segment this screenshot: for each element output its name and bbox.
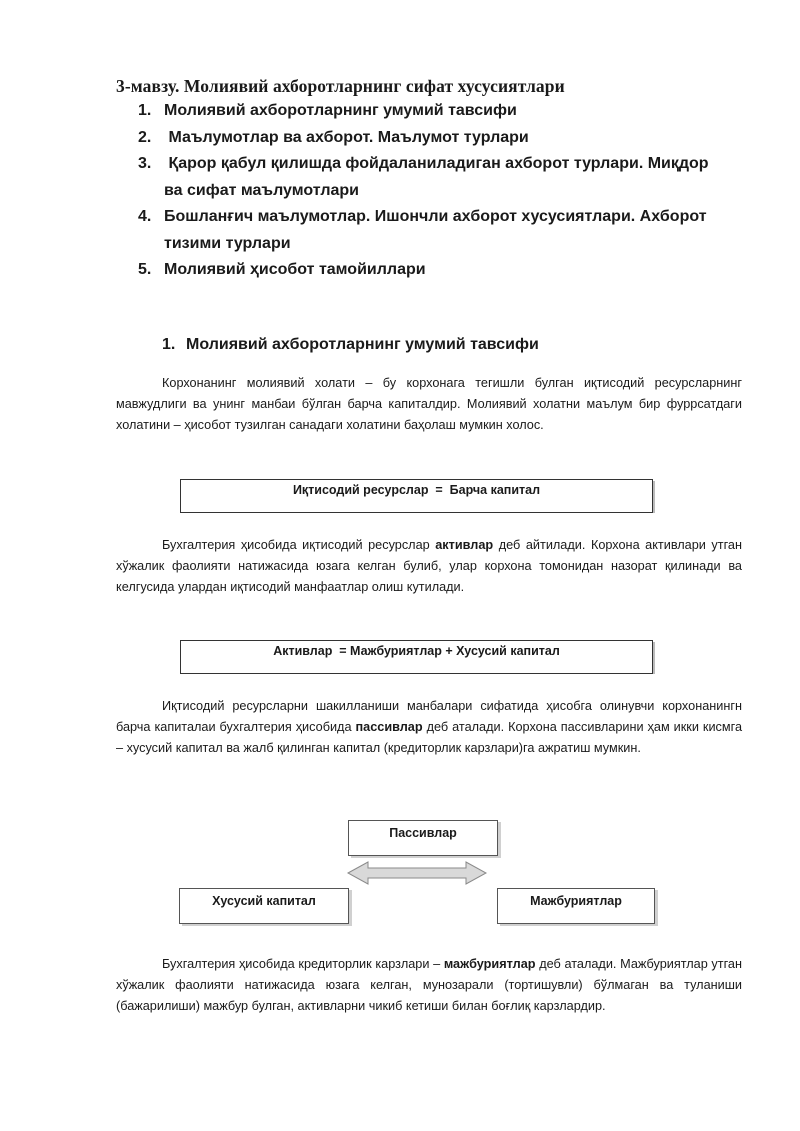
outline-item-text: Молиявий ҳисобот тамойиллари [164, 261, 426, 278]
diagram-box-liabilities-total [348, 820, 498, 856]
outline-item-number: 3. [138, 155, 152, 172]
double-arrow-icon [346, 860, 488, 886]
outline-item-number: 2. [138, 128, 152, 146]
diagram-label: Хусусий капитал [212, 894, 316, 908]
paragraph-text: Иқтисодий ресурсларни шакилланиши манбалари сифатида ҳисобга олинувчи корхонанингн барча капиталаи бухгалтерия ҳисобида [116, 699, 742, 735]
section-number: 1. [162, 336, 176, 353]
paragraph-text: Бухгалтерия ҳисобида иқтисодий ресурслар [162, 538, 436, 552]
outline-item [138, 98, 738, 125]
diagram-label: Мажбуриятлар [530, 894, 622, 908]
double-arrow-shape [348, 862, 486, 884]
diagram-box-obligations [497, 888, 655, 924]
outline-item [138, 204, 738, 257]
section-heading [162, 336, 539, 354]
outline-item-text-cont: ва сифат маълумотлари [164, 181, 360, 199]
paragraph-obligations [116, 954, 742, 1018]
paragraph-liabilities-equity [116, 696, 742, 760]
paragraph-text: деб аталади. Корхона пассивларини ҳам икки кисмга – хусусий капитал ва жалб қилинган капитал (кредиторлик карзлари)га ажратиш мумкин. [116, 720, 742, 756]
outline-item-text: Бошланғич маълумотлар. Ишончли ахборот хусусиятлари. Ахборот [164, 208, 707, 225]
term-assets: активлар [435, 538, 494, 552]
outline-item-number: 4. [138, 208, 152, 225]
term-liabilities: пассивлар [355, 720, 423, 735]
outline-item-text: Қарор қабул қилишда фойдаланиладиган ахборот турлари. Миқдор [164, 155, 709, 172]
paragraph-text: деб аталади. Мажбуриятлар утган хўжалик фаолияти натижасида юзага келган, мунозарали (тортишувли) бўлмаган ва туланиши (бажарилиши) мажбур булган, активларни чикиб кетиши билан боғлиқ карзлардир. [116, 957, 742, 1014]
paragraph-assets [116, 535, 742, 599]
outline-item [138, 151, 738, 204]
outline-item-text: Молиявий ахборотларнинг умумий тавсифи [164, 102, 517, 119]
diagram-label: Пассивлар [389, 826, 457, 840]
paragraph-text: Бухгалтерия ҳисобида кредиторлик карзлари – [162, 957, 444, 971]
outline-item-number: 5. [138, 261, 152, 278]
paragraph-financial-state: Корхонанинг молиявий холати – бу корхонага тегишли булган иқтисодий ресурсларнинг мавжудлиги ва унинг манбаи бўлган барча капиталдир. Молиявий холатни маълум бир фуррсатдаги холатини – ҳисобот тузилган санадаги холатини баҳолаш мумкин холос. [116, 376, 742, 433]
formula-text: Активлар = Мажбуриятлар + Хусусий капитал [273, 644, 560, 658]
diagram-box-equity [179, 888, 349, 924]
box-shadow [653, 481, 655, 513]
outline-item [138, 125, 738, 152]
formula-box-balance [180, 640, 653, 674]
outline-item-number: 1. [138, 102, 152, 119]
box-shadow [653, 642, 655, 674]
paragraph-text: деб айтилади. Корхона активлари утган хўжалик фаолияти натижасида юзага келган булиб, улар корхона томонидан назорат қилинади ва келгусида улардан иқтисодий манфаатлар олиш кутилади. [116, 538, 742, 595]
outline-item [138, 257, 738, 284]
topic-outline [138, 98, 738, 284]
topic-title: 3-мавзу. Молиявий ахборотларнинг сифат хусусиятлари [116, 76, 565, 96]
formula-text: Иқтисодий ресурслар = Барча капитал [292, 483, 541, 497]
outline-item-text: Маълумотлар ва ахборот. Маълумот турлари [164, 128, 529, 146]
formula-box-resources [180, 479, 653, 513]
section-title: Молиявий ахборотларнинг умумий тавсифи [186, 336, 539, 353]
term-obligations: мажбуриятлар [443, 957, 536, 971]
outline-item-text-cont: тизими турлари [164, 234, 291, 252]
